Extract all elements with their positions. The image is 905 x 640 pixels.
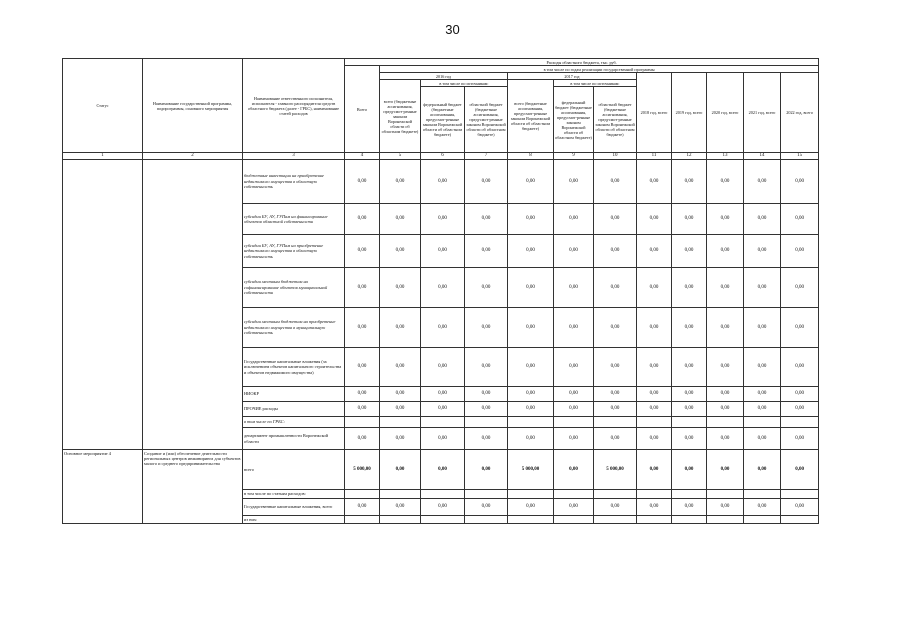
expense-label: бюджетные инвестиции на приобретение недвижимого имущества в областную собственность: [243, 160, 345, 204]
expense-value: 0,00: [465, 387, 508, 402]
header-total-2016: всего (бюджетные ассигнования, предусмот-ренные законом Воронежской области об областном бюджете): [380, 80, 421, 153]
expense-value: 0,00: [672, 308, 707, 348]
expense-value: [707, 417, 744, 428]
header-2018: 2018 год, всего: [637, 73, 672, 153]
expense-value: 0,00: [508, 402, 554, 417]
event4-sub-label: в том числе по статьям расходов:: [243, 490, 345, 499]
event4-cap-value: 0,00: [781, 499, 819, 516]
expense-value: 0,00: [707, 160, 744, 204]
expense-value: 0,00: [637, 204, 672, 235]
expense-value: 0,00: [421, 428, 465, 450]
page-number: 30: [445, 22, 460, 37]
event4-cap-value: 0,00: [672, 499, 707, 516]
expense-value: 0,00: [781, 160, 819, 204]
col-number: 4: [345, 153, 380, 160]
col-number: 2: [143, 153, 243, 160]
expense-value: 0,00: [594, 204, 637, 235]
event4-status: Основное мероприятие 4: [63, 450, 143, 524]
expense-value: 0,00: [554, 160, 594, 204]
event4-cap-value: 0,00: [508, 499, 554, 516]
expense-value: 0,00: [465, 160, 508, 204]
header-2021: 2021 год, всего: [744, 73, 781, 153]
expense-value: 0,00: [508, 348, 554, 387]
expense-value: 0,00: [672, 204, 707, 235]
expense-value: 0,00: [781, 308, 819, 348]
header-year-2016: 2016 год: [380, 73, 508, 80]
expense-value: [744, 417, 781, 428]
col-number: 14: [744, 153, 781, 160]
expense-row: [63, 160, 819, 204]
expense-value: 0,00: [637, 268, 672, 308]
expense-value: 0,00: [554, 268, 594, 308]
expense-value: 0,00: [744, 428, 781, 450]
expense-value: 0,00: [421, 204, 465, 235]
col-number: 1: [63, 153, 143, 160]
header-expenses-title: Расходы областного бюджета, тыс. руб.: [345, 59, 819, 66]
expense-label: субсидии БУ, АУ, ГУПам на финансирование объектов областной собственности: [243, 204, 345, 235]
expense-value: 0,00: [554, 387, 594, 402]
expense-value: 0,00: [421, 160, 465, 204]
expense-value: 0,00: [345, 387, 380, 402]
expense-value: 0,00: [672, 402, 707, 417]
expense-value: 0,00: [465, 204, 508, 235]
expense-value: 0,00: [594, 235, 637, 268]
expense-value: 0,00: [744, 268, 781, 308]
expense-value: 0,00: [594, 402, 637, 417]
expense-value: 0,00: [637, 428, 672, 450]
expense-label: Государственные капитальные вложения (за исключением объектов капитального строительства и объектов недвижимого имущества): [243, 348, 345, 387]
status-cell: [63, 160, 143, 450]
expense-value: 0,00: [707, 204, 744, 235]
header-status: Статус: [63, 59, 143, 153]
header-obl-2016: областной бюджет (бюджетные ассигнования, предусмот-ренные законом Воронежской области об областном бюджете): [465, 87, 508, 153]
header-row-1: [63, 59, 819, 66]
expense-value: 0,00: [421, 348, 465, 387]
expense-value: 0,00: [672, 235, 707, 268]
expense-label: НИОКР: [243, 387, 345, 402]
header-total: Всего: [345, 66, 380, 153]
event4-cap-value: 0,00: [594, 499, 637, 516]
expense-value: [380, 417, 421, 428]
col-number: 12: [672, 153, 707, 160]
header-fed-2016: федеральный бюджет (бюджетные ассигнования, предусмот-ренные законом Воронежской области об областном бюджете): [421, 87, 465, 153]
expense-value: 0,00: [380, 348, 421, 387]
expense-value: 0,00: [508, 160, 554, 204]
expense-value: 0,00: [345, 160, 380, 204]
expense-value: [672, 417, 707, 428]
expense-value: 0,00: [421, 387, 465, 402]
header-in-year: в том числе по годам реализации государственной программы: [380, 66, 819, 73]
expense-value: 0,00: [380, 204, 421, 235]
expense-value: 0,00: [781, 387, 819, 402]
budget-table: [62, 58, 819, 524]
event4-total-value: 0,00: [707, 450, 744, 490]
expense-label: в том числе по ГРБС:: [243, 417, 345, 428]
column-number-row: [63, 153, 819, 160]
expense-value: 0,00: [744, 235, 781, 268]
expense-value: [345, 417, 380, 428]
expense-value: [781, 417, 819, 428]
expense-value: 0,00: [508, 235, 554, 268]
col-number: 3: [243, 153, 345, 160]
expense-value: 0,00: [707, 387, 744, 402]
header-2019: 2019 год, всего: [672, 73, 707, 153]
expense-value: 0,00: [637, 308, 672, 348]
expense-value: 0,00: [554, 348, 594, 387]
expense-value: 0,00: [781, 348, 819, 387]
event4-total-value: 0,00: [672, 450, 707, 490]
header-including-2017: в том числе по источникам:: [554, 80, 637, 87]
expense-value: 0,00: [672, 387, 707, 402]
expense-value: 0,00: [345, 402, 380, 417]
expense-value: 0,00: [554, 235, 594, 268]
header-program-name: Наименование государственной программы, подпрограммы, основного мероприятия: [143, 59, 243, 153]
expense-value: 0,00: [345, 428, 380, 450]
expense-value: 0,00: [421, 235, 465, 268]
event4-total-value: 0,00: [465, 450, 508, 490]
expense-value: 0,00: [637, 160, 672, 204]
event4-total-label: всего: [243, 450, 345, 490]
header-fed-2017: федеральный бюджет (бюджетные ассигнования, предусмот-ренные законом Воронежской области об областном бюджете): [554, 87, 594, 153]
expense-value: 0,00: [465, 308, 508, 348]
expense-value: 0,00: [380, 268, 421, 308]
event4-total-value: 0,00: [421, 450, 465, 490]
expense-value: 0,00: [637, 348, 672, 387]
expense-value: 0,00: [345, 308, 380, 348]
expense-value: [594, 417, 637, 428]
expense-value: 0,00: [380, 387, 421, 402]
expense-value: 0,00: [465, 428, 508, 450]
expense-value: 0,00: [508, 204, 554, 235]
expense-value: [421, 417, 465, 428]
expense-value: 0,00: [594, 348, 637, 387]
expense-value: 0,00: [380, 235, 421, 268]
expense-value: 0,00: [707, 402, 744, 417]
col-number: 15: [781, 153, 819, 160]
expense-value: 0,00: [554, 308, 594, 348]
event4-cap-value: 0,00: [707, 499, 744, 516]
expense-value: 0,00: [781, 268, 819, 308]
expense-value: 0,00: [707, 268, 744, 308]
expense-label: ПРОЧИЕ расходы: [243, 402, 345, 417]
expense-value: 0,00: [594, 308, 637, 348]
expense-value: 0,00: [672, 348, 707, 387]
expense-value: 0,00: [554, 204, 594, 235]
header-obl-2017: областной бюджет (бюджетные ассигнования, предусмот-ренные законом Воронежской области об областном бюджете): [594, 87, 637, 153]
expense-value: 0,00: [508, 428, 554, 450]
col-number: 13: [707, 153, 744, 160]
col-number: 11: [637, 153, 672, 160]
expense-value: 0,00: [345, 348, 380, 387]
expense-value: 0,00: [672, 268, 707, 308]
expense-value: 0,00: [707, 348, 744, 387]
expense-value: 0,00: [637, 387, 672, 402]
expense-value: 0,00: [345, 268, 380, 308]
expense-value: 0,00: [465, 268, 508, 308]
expense-value: 0,00: [345, 204, 380, 235]
expense-value: 0,00: [744, 160, 781, 204]
expense-value: 0,00: [421, 402, 465, 417]
event4-total-row: [63, 450, 819, 490]
event4-total-value: 0,00: [781, 450, 819, 490]
expense-value: 0,00: [594, 387, 637, 402]
event4-cap-value: 0,00: [465, 499, 508, 516]
expense-value: [508, 417, 554, 428]
expense-value: 0,00: [707, 428, 744, 450]
expense-value: 0,00: [781, 428, 819, 450]
expense-value: [465, 417, 508, 428]
program-cell: [143, 160, 243, 450]
expense-value: 0,00: [465, 402, 508, 417]
event4-cap-value: 0,00: [554, 499, 594, 516]
event4-cap-value: 0,00: [380, 499, 421, 516]
expense-value: 0,00: [672, 428, 707, 450]
event4-total-value: 5 000,00: [594, 450, 637, 490]
expense-value: 0,00: [508, 308, 554, 348]
event4-total-value: 5 000,00: [345, 450, 380, 490]
expense-value: 0,00: [421, 268, 465, 308]
event4-cap-value: 0,00: [744, 499, 781, 516]
header-including-2016: в том числе по источникам:: [421, 80, 508, 87]
col-number: 10: [594, 153, 637, 160]
event4-cap-value: 0,00: [637, 499, 672, 516]
expense-label: департамент промышленности Воронежской области: [243, 428, 345, 450]
event4-cap-label: Государственные капитальные вложения, всего: [243, 499, 345, 516]
expense-value: 0,00: [508, 268, 554, 308]
expense-value: 0,00: [744, 348, 781, 387]
header-year-2017: 2017 год: [508, 73, 637, 80]
expense-value: 0,00: [594, 160, 637, 204]
event4-total-value: 0,00: [380, 450, 421, 490]
expense-value: 0,00: [554, 402, 594, 417]
expense-value: 0,00: [744, 402, 781, 417]
col-number: 7: [465, 153, 508, 160]
event4-total-value: 5 000,00: [508, 450, 554, 490]
expense-value: 0,00: [637, 235, 672, 268]
expense-value: 0,00: [554, 428, 594, 450]
header-executor: Наименование ответственного исполнителя, исполнителя - главного распорядителя средств областного бюджета (далее - ГРБС), наименование статей расходов: [243, 59, 345, 153]
expense-value: 0,00: [421, 308, 465, 348]
expense-value: 0,00: [781, 204, 819, 235]
expense-value: 0,00: [380, 428, 421, 450]
expense-value: 0,00: [744, 308, 781, 348]
expense-value: [637, 417, 672, 428]
expense-value: 0,00: [508, 387, 554, 402]
expense-value: 0,00: [744, 387, 781, 402]
header-2020: 2020 год, всего: [707, 73, 744, 153]
expense-value: 0,00: [744, 204, 781, 235]
expense-value: 0,00: [465, 235, 508, 268]
event4-cap-value: 0,00: [345, 499, 380, 516]
expense-value: 0,00: [594, 268, 637, 308]
expense-value: 0,00: [594, 428, 637, 450]
event4-name: Создание и (или) обеспечение деятельности региональных центров инжиниринга для субъектов малого и среднего предпринимательства: [143, 450, 243, 524]
event4-iznih-label: из них:: [243, 516, 345, 524]
event4-total-value: 0,00: [744, 450, 781, 490]
expense-value: 0,00: [465, 348, 508, 387]
header-total-2017: всего (бюджетные ассигнования, предусмот-ренные законом Воронежской области об областном бюджете): [508, 80, 554, 153]
expense-value: 0,00: [380, 308, 421, 348]
col-number: 5: [380, 153, 421, 160]
expense-value: 0,00: [637, 402, 672, 417]
expense-value: 0,00: [672, 160, 707, 204]
event4-total-value: 0,00: [554, 450, 594, 490]
col-number: 9: [554, 153, 594, 160]
expense-value: 0,00: [380, 160, 421, 204]
event4-total-value: 0,00: [637, 450, 672, 490]
expense-value: [554, 417, 594, 428]
col-number: 8: [508, 153, 554, 160]
expense-label: субсидии местным бюджетам на приобретение недвижимого имущества в муниципальную собственность: [243, 308, 345, 348]
expense-value: 0,00: [781, 235, 819, 268]
expense-label: субсидии местным бюджетам на софинансирование объектов муниципальной собственности: [243, 268, 345, 308]
expense-value: 0,00: [380, 402, 421, 417]
header-2022: 2022 год, всего: [781, 73, 819, 153]
event4-cap-value: 0,00: [421, 499, 465, 516]
expense-value: 0,00: [781, 402, 819, 417]
expense-value: 0,00: [345, 235, 380, 268]
expense-label: субсидии БУ, АУ, ГУПам на приобретение недвижимого имущества в областную собственность: [243, 235, 345, 268]
col-number: 6: [421, 153, 465, 160]
expense-value: 0,00: [707, 308, 744, 348]
expense-value: 0,00: [707, 235, 744, 268]
